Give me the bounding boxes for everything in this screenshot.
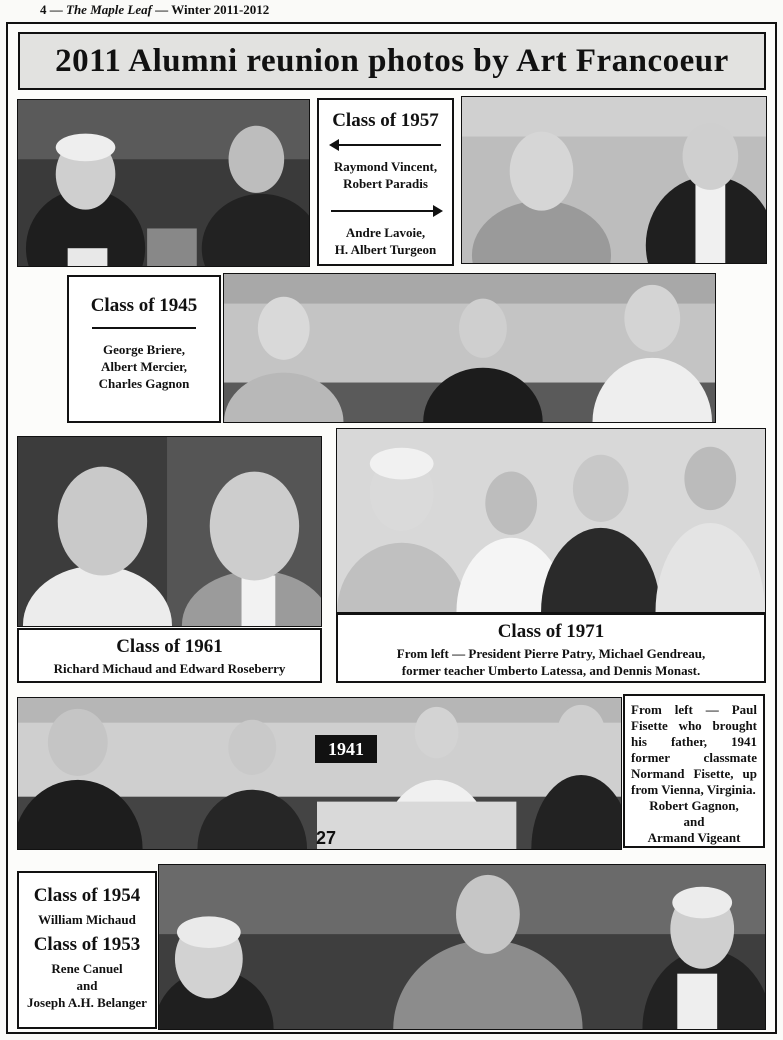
heading-class-1957: Class of 1957 [332,110,439,131]
issue-date: Winter 2011-2012 [171,2,270,17]
heading-class-1953: Class of 1953 [33,934,141,955]
photo-1961 [17,436,322,627]
heading-class-1961: Class of 1961 [116,636,223,657]
caption-class-1971: Class of 1971 From left — President Pierre Patry, Michael Gendreau, former teacher Umberto Latessa, and Dennis Monast. [336,613,766,683]
photo-1954-1953 [158,864,766,1030]
arrow-left-icon [331,144,441,146]
photo-1941 [17,697,622,850]
photo-1957-right [461,96,767,264]
photo-1945 [223,273,716,423]
table-number: 27 [316,828,337,848]
caption-class-1945: Class of 1945 George Briere, Albert Mercier, Charles Gagnon [67,275,221,423]
divider [92,327,196,329]
heading-class-1945: Class of 1945 [90,295,198,316]
photo-1957-left [17,99,310,267]
caption-class-1961: Class of 1961 Richard Michaud and Edward Roseberry [17,628,322,683]
page-title: 2011 Alumni reunion photos by Art Francoeur [18,32,766,90]
page-header: 4 — The Maple Leaf — Winter 2011-2012 [40,2,270,17]
publication-name: The Maple Leaf [66,2,152,17]
caption-class-1954-1953: Class of 1954 William Michaud Class of 1953 Rene Canuel and Joseph A.H. Belanger [17,871,157,1029]
year-label-1941: 1941 [315,735,377,763]
heading-class-1971: Class of 1971 [497,621,605,642]
arrow-right-icon [331,210,441,212]
page-number: 4 [40,2,47,17]
heading-class-1954: Class of 1954 [33,885,141,906]
caption-class-1941: From left — Paul Fisette who brought his father, 1941 former classmate Normand Fisette, up from Vienna, Virginia. Robert Gagnon, and Armand Vigeant [623,694,765,848]
photo-1971 [336,428,766,613]
caption-class-1957: Class of 1957 Raymond Vincent, Robert Paradis Andre Lavoie, H. Albert Turgeon [317,98,454,266]
